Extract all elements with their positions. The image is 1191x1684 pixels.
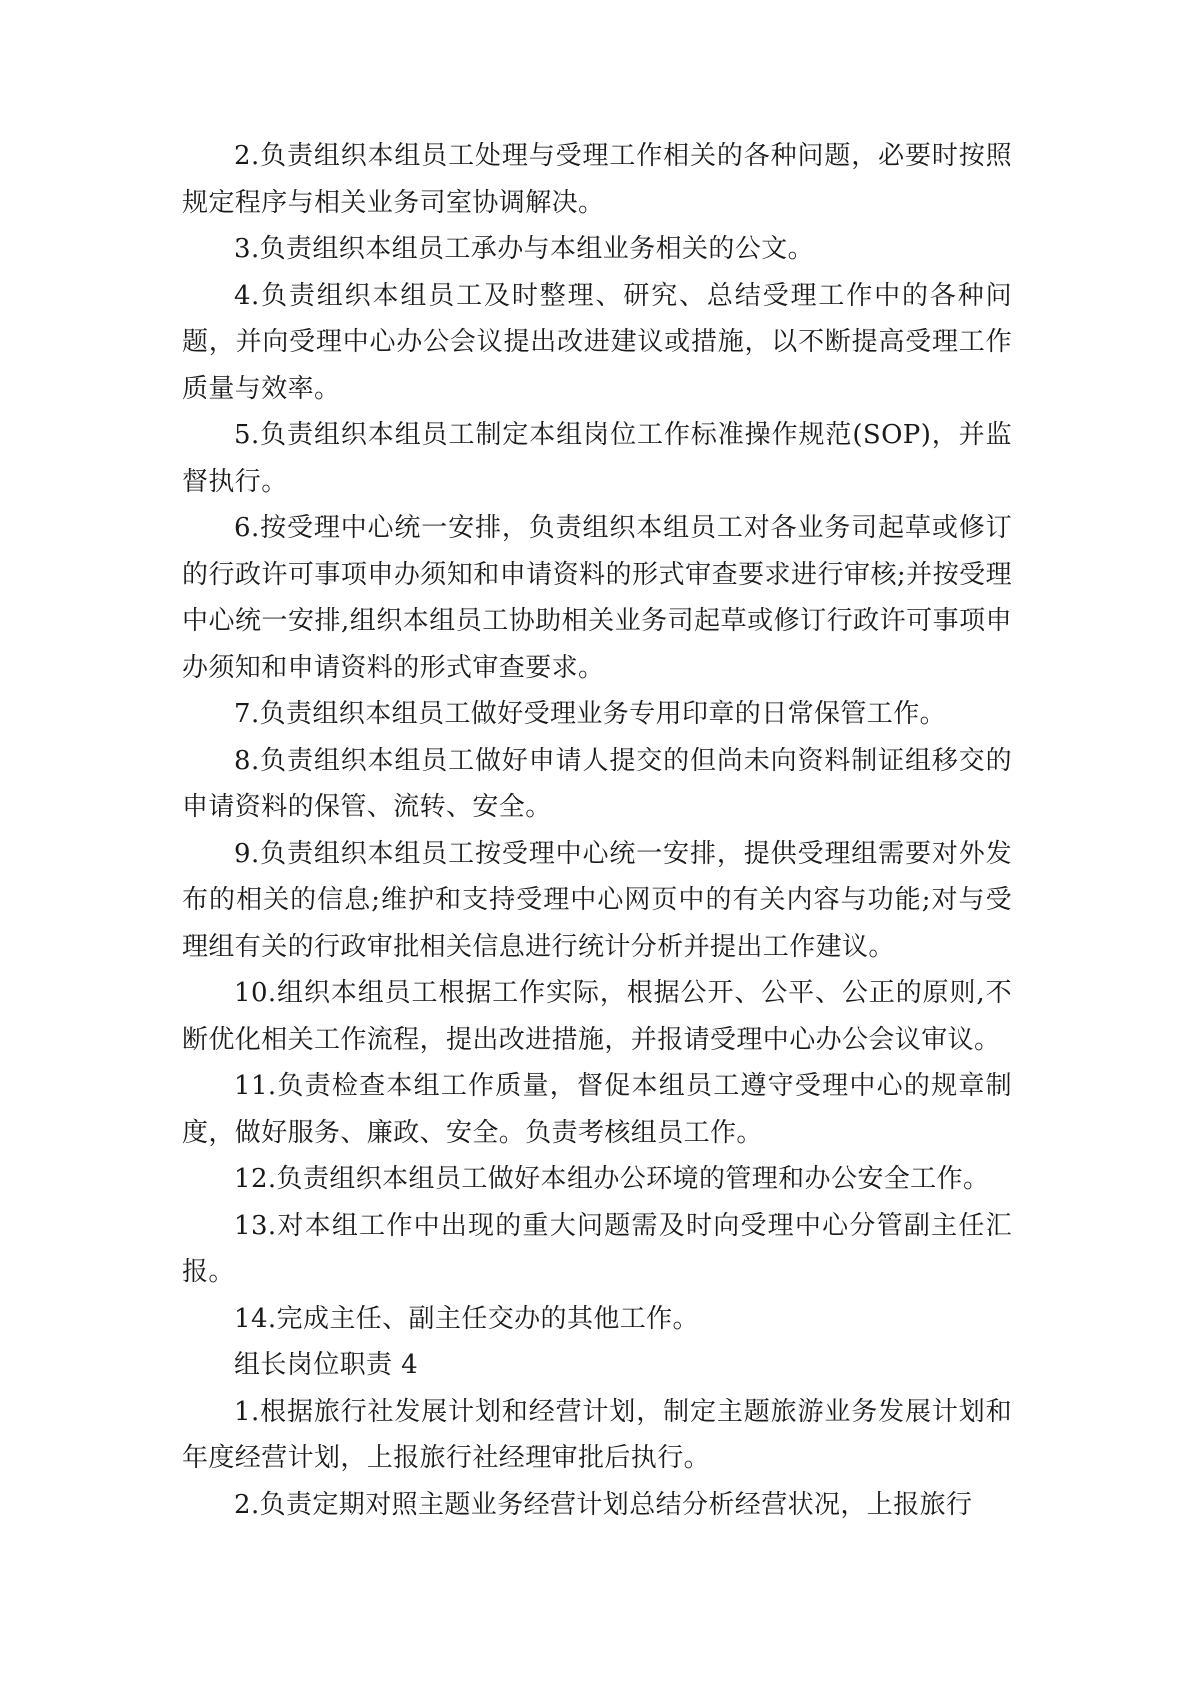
paragraph-item-12-office-environment: 12.负责组织本组员工做好本组办公环境的管理和办公安全工作。	[234, 1164, 990, 1194]
paragraph-item-5-sop: 5.负责组织本组员工制定本组岗位工作标准操作规范(SOP)，并监督执行。	[182, 420, 1012, 497]
paragraph-item-2-problem-handling: 2.负责组织本组员工处理与受理工作相关的各种问题，必要时按照规定程序与相关业务司室协调解决。	[182, 141, 1012, 218]
paragraph-item-1-business-plan: 1.根据旅行社发展计划和经营计划，制定主题旅游业务发展计划和年度经营计划，上报旅行社经理审批后执行。	[182, 1396, 1012, 1473]
paragraph-item-4-summary-improvement: 4.负责组织本组员工及时整理、研究、总结受理工作中的各种问题，并向受理中心办公会议提出改进建议或措施，以不断提高受理工作质量与效率。	[182, 280, 1012, 404]
paragraph-item-3-official-documents: 3.负责组织本组员工承办与本组业务相关的公文。	[234, 234, 815, 264]
paragraph-item-10-process-optimization: 10.组织本组员工根据工作实际，根据公开、公平、公正的原则,不断优化相关工作流程，提出改进措施，并报请受理中心办公会议审议。	[182, 978, 1012, 1055]
document-body	[182, 133, 1012, 1528]
section-heading-team-leader-duties-4: 组长岗位职责 4	[234, 1350, 419, 1380]
paragraph-item-14-other-work: 14.完成主任、副主任交办的其他工作。	[234, 1303, 699, 1334]
paragraph-item-13-major-issues: 13.对本组工作中出现的重大问题需及时向受理中心分管副主任汇报。	[182, 1210, 1012, 1287]
paragraph-item-7-seal-custody: 7.负责组织本组员工做好受理业务专用印章的日常保管工作。	[234, 699, 947, 729]
paragraph-item-2-operation-analysis: 2.负责定期对照主题业务经营计划总结分析经营状况，上报旅行	[234, 1489, 973, 1520]
paragraph-item-6-review-requirements: 6.按受理中心统一安排，负责组织本组员工对各业务司起草或修订的行政许可事项申办须知和申请资料的形式审查要求进行审核;并按受理中心统一安排,组织本组员工协助相关业务司起草或修订行政许可事项申办须知和申请资料的形式审查要求。	[182, 513, 1012, 683]
paragraph-item-9-information-release: 9.负责组织本组员工按受理中心统一安排，提供受理组需要对外发布的相关的信息;维护和支持受理中心网页中的有关内容与功能;对与受理组有关的行政审批相关信息进行统计分析并提出工作建议。	[182, 838, 1012, 962]
paragraph-item-11-quality-check: 11.负责检查本组工作质量，督促本组员工遵守受理中心的规章制度，做好服务、廉政、安全。负责考核组员工作。	[182, 1071, 1012, 1148]
paragraph-item-8-material-custody: 8.负责组织本组员工做好申请人提交的但尚未向资料制证组移交的申请资料的保管、流转、安全。	[182, 745, 1012, 822]
